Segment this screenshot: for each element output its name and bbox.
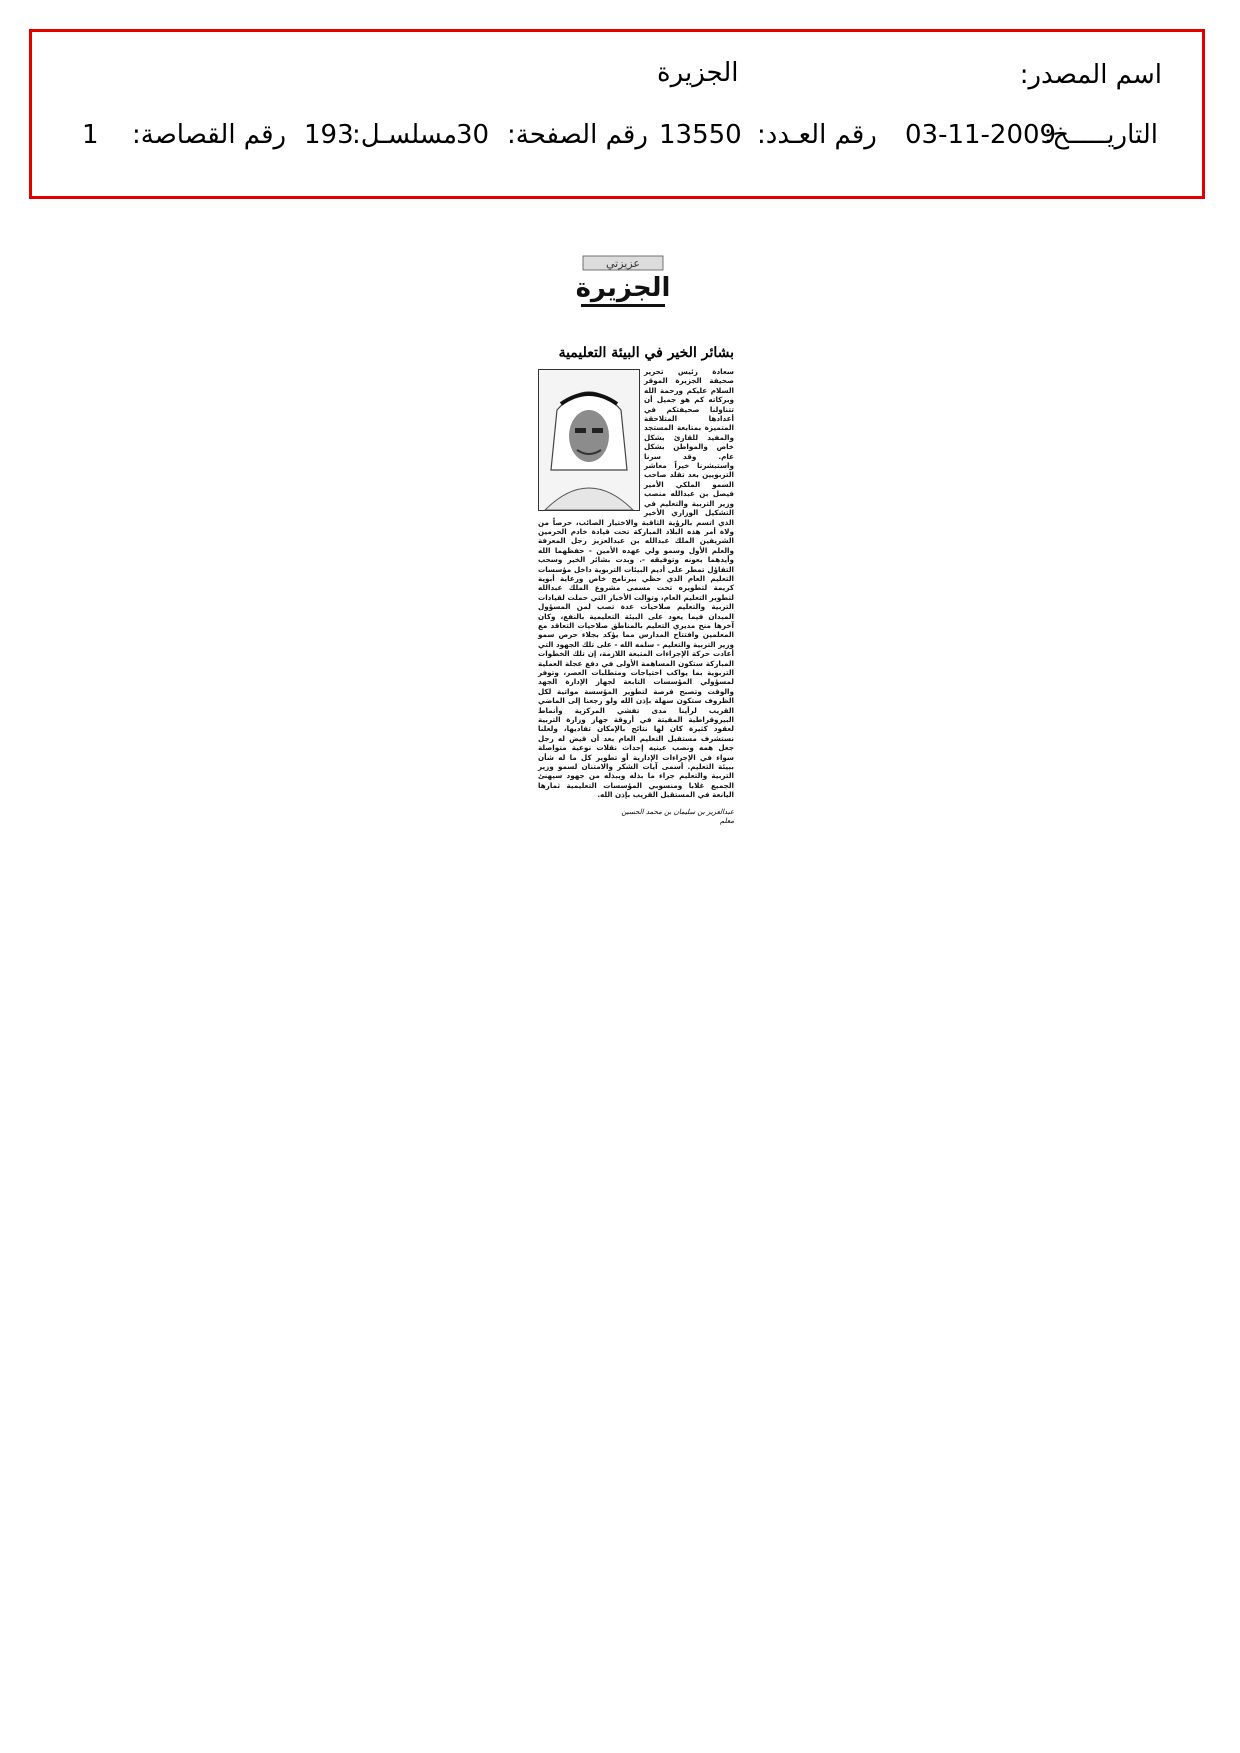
- date-value: 03-11-2009: [905, 120, 1057, 150]
- logo-top-text: عزيزتي: [606, 257, 640, 270]
- article-headline: بشائر الخير في البيئة التعليمية: [558, 345, 734, 361]
- article-body: سعادة رئيس تحرير صحيفة الجزيرة الموقر السلام عليكم ورحمة الله وبركاته كم هو جميل أن تتناولنا صحيفتكم في أعدادها المتلاحقة المتميزة بمتابعة المستجد والمفيد للقارئ بشكل خاص والمواطن بشكل عام. وقد سرنا واستبشرنا خيراً معاشر التربويين بعد تقلد صاحب السمو الملكي الأمير فيصل بن عبدالله منصب وزير التربية والتعليم في التشكيل الوزاري الأخير الذي اتسم بالرؤية الثاقبة والاختيار الصائب، حرصاً من ولاة أمر هذه البلاد المباركة تحت قيادة خادم الحرمين الشريفين الملك عبدالله بن عبدالعزيز رجل المعرفة والعلم الأول وسمو ولي عهده الأمين - حفظهما الله وأيدهما بعونه وتوفيقه -. وبدت بشائر الخير وسحب التفاؤل تمطر على أديم البيئات التربوية داخل مؤسسات التعليم العام الذي حظي ببرنامج خاص ورعاية أبوية كريمة لتطويره تحت مسمى مشروع الملك عبدالله لتطوير التعليم العام، وتوالت الأخبار التي حملت لقيادات التربية والتعليم صلاحيات عدة تصب لمن المسؤول الميدان فيما يعود على البيئة التعليمية بالنفع، وكان آخرها منح مديري التعليم بالمناطق صلاحيات التعاقد مع المعلمين وافتتاح المدارس مما يؤكد بجلاء حرص سمو وزير التربية والتعليم - سلمه الله - على تلك الجهود التي أعادت حركة الإجراءات المتبعة اللازمة، إن تلك الخطوات المباركة ستكون المساهمة الأولى في دفع عجلة العملية التربوية بما يواكب احتياجات ومتطلبات العصر، وتوفر لمسؤولي المؤسسات التابعة لجهاز الإدارة الجهد والوقت وتصبح فرصة لتطوير المؤسسة مواتية لكل الظروف ستكون سهلة بإذن الله ولو رجعنا إلى الماضي القريب لرأينا مدى تفشي المركزية وأنماط البيروقراطية المقيتة في أروقة جهاز وزارة التربية لعقود كثيرة كان لها نتائج بالإمكان تفاديها، ولعلنا نستشرف مستقبل التعليم العام بعد أن قيض له رجل جعل همه ونصب عينيه إحداث نقلات نوعية متواصلة سواء في الإجراءات الإدارية أو تطوير كل ما له شأن ببيئة التعليم. أسمى آيات الشكر والامتنان لسمو وزير التربية والتعليم جراء ما بذله ويبذله من جهود سيهنئ الجميع غلابا ومنسوبي المؤسسات التعليمية ثمارها اليانعة في المستقبل القريب بإذن الله.: [538, 367, 734, 800]
- newspaper-clipping: [538, 345, 734, 826]
- source-value: الجزيرة: [657, 58, 739, 88]
- person-portrait-icon: [539, 370, 639, 510]
- serial-label: مسلسـل:: [352, 120, 457, 150]
- author-role: معلم: [719, 816, 734, 825]
- logo-main-text: الجزيرة: [575, 273, 671, 303]
- issue-label: رقم العـدد:: [757, 120, 877, 150]
- clip-number-label: رقم القصاصة:: [132, 120, 287, 150]
- author-photo: [538, 369, 640, 511]
- page-number-value: 30: [456, 120, 490, 150]
- serial-value: 193: [304, 120, 354, 150]
- date-label: التاريـــــخ:: [1043, 120, 1158, 150]
- logo-graphic: [575, 250, 671, 314]
- source-info-box: [29, 29, 1205, 199]
- article-signature: [538, 808, 734, 826]
- newspaper-logo: [575, 250, 671, 314]
- issue-value: 13550: [659, 120, 742, 150]
- author-name: عبدالعزيز بن سليمان بن محمد الحسين: [621, 807, 734, 816]
- source-label: اسم المصدر:: [1019, 60, 1162, 90]
- page-number-label: رقم الصفحة:: [507, 120, 648, 150]
- clip-number-value: 1: [82, 120, 99, 150]
